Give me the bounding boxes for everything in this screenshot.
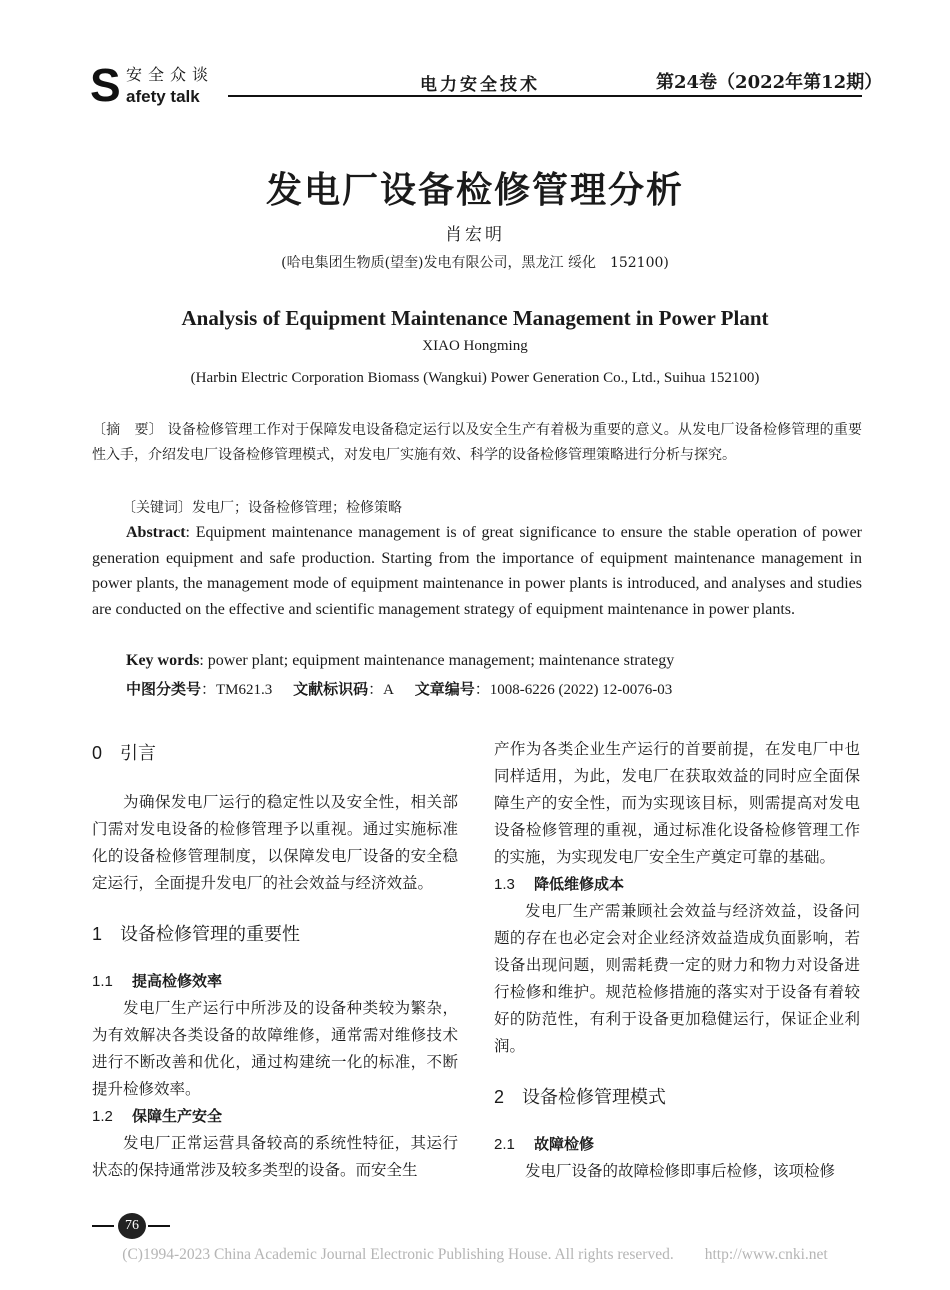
column-name-cn: 安全众谈 (126, 65, 215, 84)
page-number: 76 (118, 1213, 146, 1239)
subsection-number: 1.3 (494, 876, 515, 893)
article-no-label: 文章编号 (414, 680, 475, 698)
subsection-heading (494, 1131, 860, 1158)
doc-code-label: 文献标识码 (293, 680, 369, 698)
affiliation: (哈电集团生物质(望奎)发电有限公司，黑龙江 绥化 152100) (281, 255, 669, 271)
section-heading (92, 921, 458, 948)
section-title: 引言 (120, 743, 156, 764)
subsection-heading (92, 968, 458, 995)
paragraph: 发电厂生产运行中所涉及的设备种类较为繁杂，为有效解决各类设备的故障维修，通常需对维修技术进行不断改善和优化，通过构建统一化的标准，不断提升检修效率。 (92, 999, 458, 1098)
affiliation-en: (Harbin Electric Corporation Biomass (Wangkui) Power Generation Co., Ltd., Suihua 152100) (190, 370, 760, 386)
section-heading (92, 740, 458, 767)
paragraph: 为确保发电厂运行的稳定性以及安全性，相关部门需对发电设备的检修管理予以重视。通过实施标准化的设备检修管理制度，以保障发电厂设备的安全稳定运行，全面提升发电厂的社会效益与经济效益。 (92, 793, 458, 892)
subsection-number: 1.1 (92, 973, 113, 990)
paragraph: 发电厂正常运营具备较高的系统性特征，其运行状态的保持通常涉及较多类型的设备。而安全生 (92, 1134, 458, 1179)
abstract-en-text: : Equipment maintenance management is of great significance to ensure the stable operation of power generation equipment and safe production. Starting from the importance of equipment maintenance management in power plants, the management mode of equipment maintenance in power plants is introduced, and analyses and studies are conducted on the effective and scientific management strategy of equipment maintenance in power plants. (92, 524, 862, 618)
subsection-title: 故障检修 (534, 1135, 595, 1153)
page-number-rule-left (92, 1225, 114, 1227)
subsection-title: 提高检修效率 (132, 972, 223, 990)
subsection-title: 降低维修成本 (534, 875, 625, 893)
paragraph: 产作为各类企业生产运行的首要前提，在发电厂中也同样适用，为此，发电厂在获取效益的同时应全面保障生产的安全性，而为实现该目标，则需提高对发电设备检修管理的重视，通过标准化设备检修管理工作的实施，为实现发电厂安全生产奠定可靠的基础。 (494, 740, 860, 866)
article-no-value: ：1008-6226 (2022) 12-0076-03 (474, 682, 673, 698)
section-heading (494, 1084, 860, 1111)
keywords-en-text: : power plant; equipment maintenance management; maintenance strategy (199, 652, 675, 669)
header-rule (228, 95, 862, 97)
paper-title-en: Analysis of Equipment Maintenance Management in Power Plant (181, 306, 769, 330)
abstract-cn (92, 418, 862, 467)
section-number: 2 (494, 1087, 505, 1107)
journal-name: 电力安全技术 (420, 75, 540, 95)
column-name-en: afety talk (126, 87, 200, 106)
copyright-watermark: (C)1994-2023 China Academic Journal Electronic Publishing House. All rights reserved. http://www.cnki.net (122, 1246, 828, 1263)
abstract-en-label: Abstract (126, 524, 186, 541)
subsection-heading (494, 871, 860, 898)
paper-title: 发电厂设备检修管理分析 (265, 169, 684, 211)
subsection-number: 2.1 (494, 1136, 515, 1153)
section-title: 设备检修管理的重要性 (120, 924, 300, 945)
section-title: 设备检修管理模式 (522, 1087, 666, 1108)
section-number: 1 (92, 924, 103, 944)
keywords-en (126, 652, 674, 670)
keywords-en-label: Key words (126, 652, 200, 669)
clc-value: ：TM621.3 (201, 682, 273, 698)
paragraph: 发电厂生产需兼顾社会效益与经济效益，设备问题的存在也必定会对企业经济效益造成负面影响，若设备出现问题，则需耗费一定的财力和物力对设备进行检修和维护。规范检修措施的落实对于设备有着较好的防范性，有利于设备更加稳健运行，保证企业利润。 (494, 902, 860, 1055)
keywords-cn-text: 发电厂；设备检修管理；检修策略 (192, 500, 402, 516)
logo-letter: S (90, 59, 121, 111)
right-column (494, 736, 860, 1185)
author: 肖宏明 (445, 225, 505, 245)
page-number-rule-right (148, 1225, 170, 1227)
abstract-cn-text: 设备检修管理工作对于保障发电设备稳定运行以及安全生产有着极为重要的意义。从发电厂设备检修管理的重要性入手，介绍发电厂设备检修管理模式，对发电厂实施有效、科学的设备检修管理策略进行分析与探究。 (92, 422, 863, 463)
keywords-cn-label: 〔关键词〕 (122, 500, 192, 516)
paragraph: 发电厂设备的故障检修即事后检修，该项检修 (525, 1162, 836, 1180)
abstract-en (92, 520, 862, 622)
subsection-heading (92, 1103, 458, 1130)
subsection-title: 保障生产安全 (132, 1107, 223, 1125)
subsection-number: 1.2 (92, 1108, 113, 1125)
abstract-cn-label: 〔摘 要〕 (92, 422, 163, 438)
issue-info: 第24卷（2022年第12期） (656, 72, 883, 93)
doc-code-value: ：A (368, 682, 394, 698)
left-column (92, 740, 458, 1184)
section-number: 0 (92, 743, 103, 763)
clc-label: 中图分类号 (126, 680, 202, 698)
classification-line (126, 678, 688, 699)
keywords-cn (122, 496, 402, 520)
author-en: XIAO Hongming (422, 338, 528, 354)
